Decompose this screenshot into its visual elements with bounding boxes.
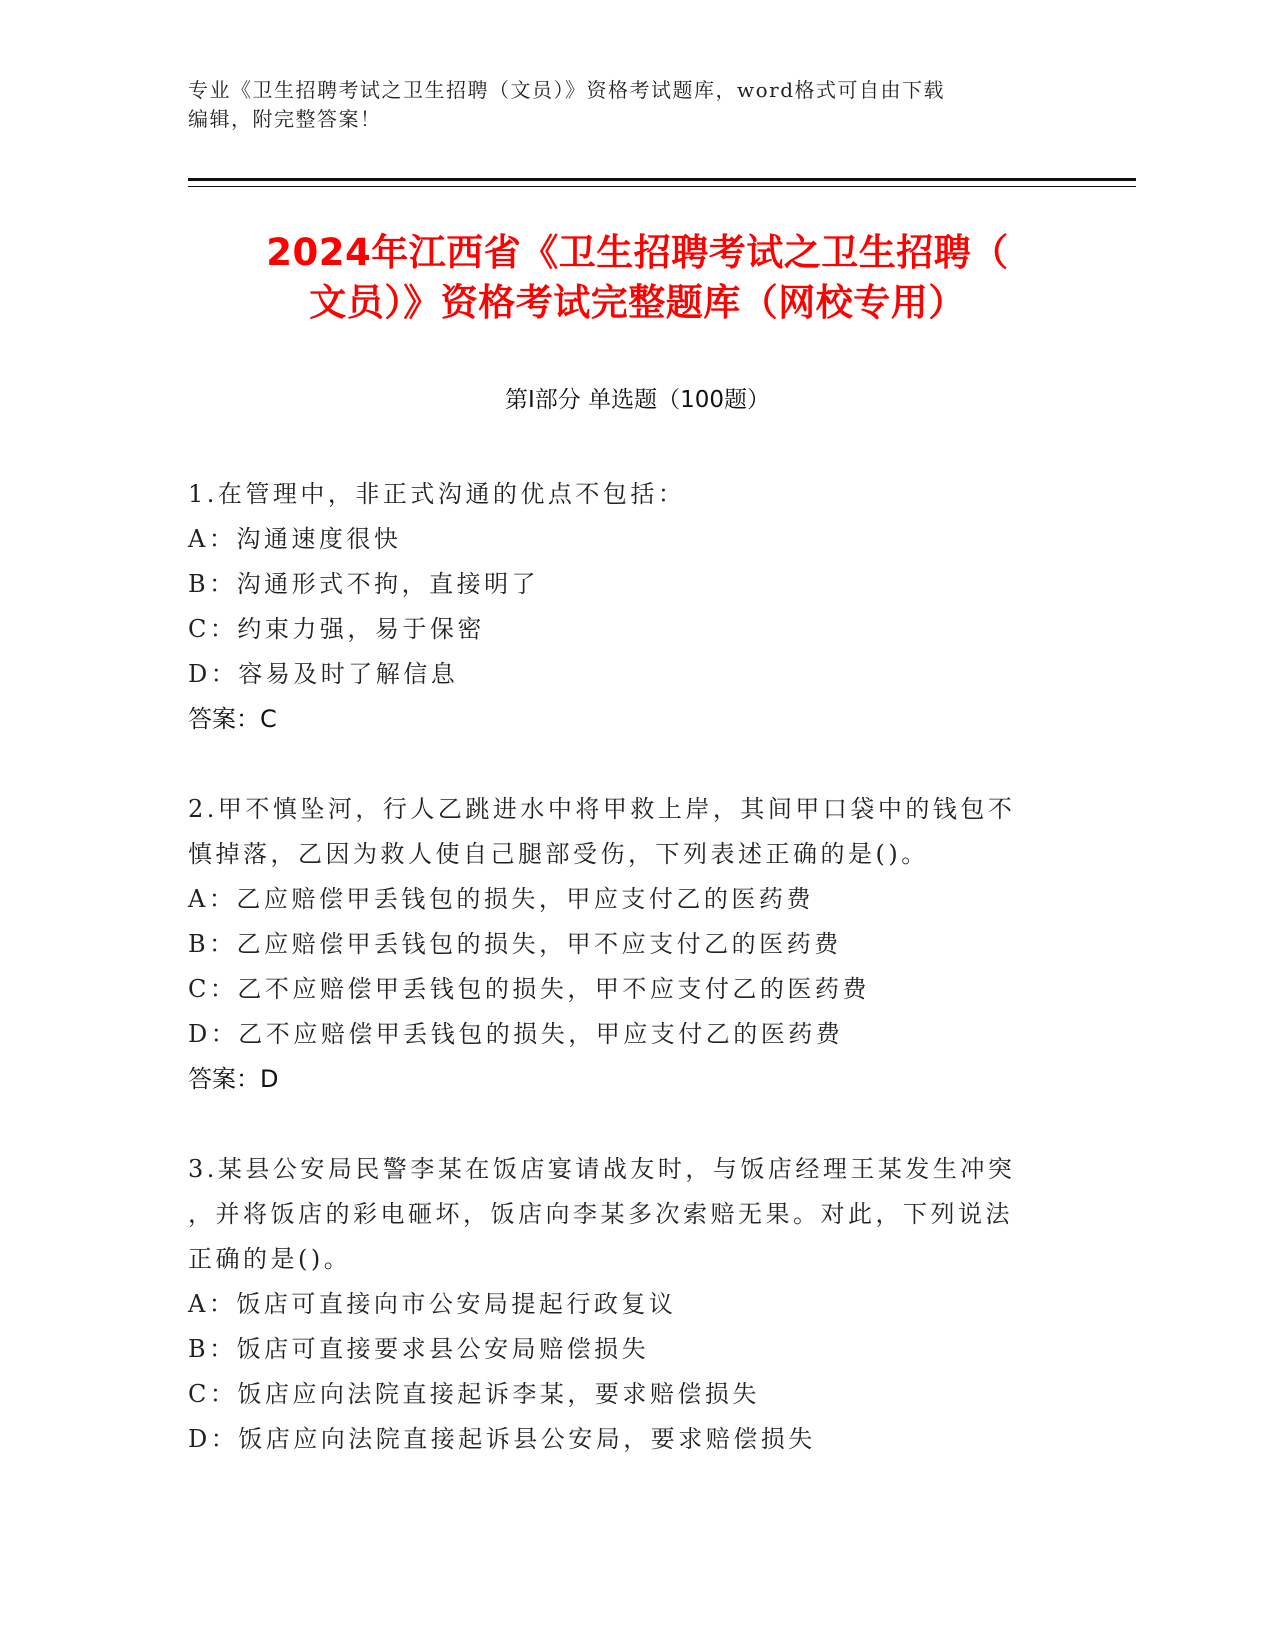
answer-label: 答案：C [188,705,277,733]
question-3 [188,1147,1068,1462]
question-1 [188,472,1068,742]
question-stem-line: 正确的是()。 [188,1245,352,1273]
question-stem-line: 慎掉落，乙因为救人使自己腿部受伤，下列表述正确的是()。 [188,840,929,868]
document-title-line-1: 2024年江西省《卫生招聘考试之卫生招聘（ [266,231,1009,274]
option-a: A：饭店可直接向市公安局提起行政复议 [188,1290,677,1318]
answer-label: 答案：D [188,1065,279,1093]
option-b: B：沟通形式不拘，直接明了 [188,570,540,598]
question-2 [188,787,1068,1102]
question-stem [188,787,1068,877]
option-c: C：乙不应赔偿甲丢钱包的损失，甲不应支付乙的医药费 [188,975,870,1003]
question-stem-line: 2.甲不慎坠河，行人乙跳进水中将甲救上岸，其间甲口袋中的钱包不 [188,795,1016,823]
option-c: C：约束力强，易于保密 [188,615,485,643]
option-a: A：沟通速度很快 [188,525,402,553]
option-b: B：饭店可直接要求县公安局赔偿损失 [188,1335,650,1363]
question-stem-line: ，并将饭店的彩电砸坏，饭店向李某多次索赔无果。对此，下列说法 [188,1200,1013,1228]
question-stem [188,1147,1068,1282]
document-title-line-2: 文员）》资格考试完整题库（网校专用） [309,281,966,324]
header-note-line-2: 编辑，附完整答案！ [188,107,382,131]
section-title: 第Ⅰ部分 单选题（100题） [505,387,770,413]
option-d: D：饭店应向法院直接起诉县公安局，要求赔偿损失 [188,1425,816,1453]
header-note [188,76,1078,134]
document-title [150,228,1125,328]
header-divider-thick [188,178,1136,181]
question-stem-line: 1.在管理中，非正式沟通的优点不包括： [188,480,686,508]
option-d: D：乙不应赔偿甲丢钱包的损失，甲应支付乙的医药费 [188,1020,844,1048]
question-stem-line: 3.某县公安局民警李某在饭店宴请战友时，与饭店经理王某发生冲突 [188,1155,1016,1183]
option-c: C：饭店应向法院直接起诉李某，要求赔偿损失 [188,1380,760,1408]
header-note-line-1: 专业《卫生招聘考试之卫生招聘（文员）》资格考试题库，word格式可自由下载 [188,78,946,102]
option-d: D：容易及时了解信息 [188,660,459,688]
option-a: A：乙应赔偿甲丢钱包的损失，甲应支付乙的医药费 [188,885,814,913]
question-stem [188,472,1068,517]
question-list [188,472,1068,1507]
header-divider-thin [188,186,1136,187]
option-b: B：乙应赔偿甲丢钱包的损失，甲不应支付乙的医药费 [188,930,842,958]
